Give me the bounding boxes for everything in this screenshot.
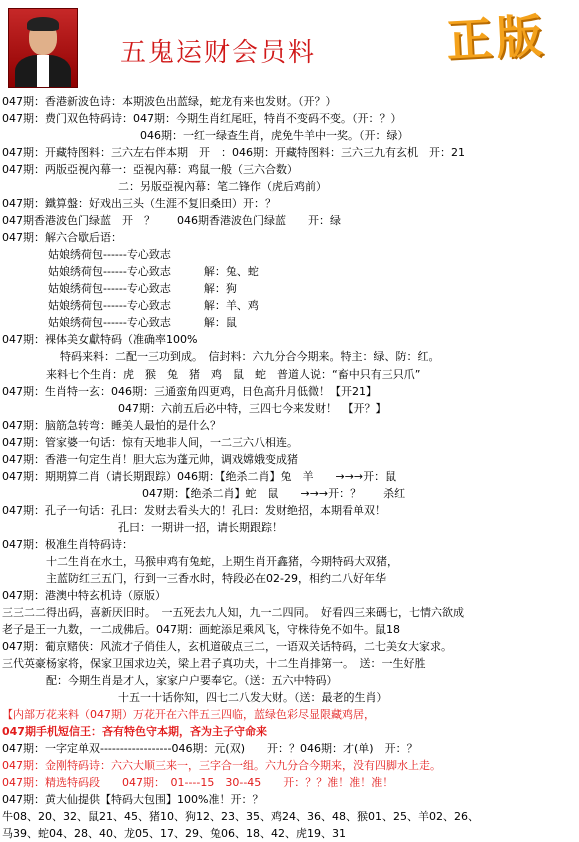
text-line: 孔曰：一期讲一招，请长期跟踪！ (118, 521, 283, 534)
text-line: 老子是王一九数，一二成佛后。047期：画蛇添足乘风飞，守株待免不如牛。鼠18 (2, 623, 400, 636)
header (0, 0, 579, 92)
text-line: 047期：一字定单双------------------046期：元(双) 开：？046期：才(单) 开：？ (2, 742, 418, 755)
text-line: 047期：生肖特一玄：046期：三通蛮角四更鸡，日色高升月低微！【开21】 (2, 385, 377, 398)
text-line: 047期：裸体美女獻特码（准确率100% (2, 333, 198, 346)
page-title: 五鬼运财会员料 (120, 38, 317, 68)
text-line: 配：今期生肖是才人，家家户户要奉它。（送：五六中特码） (46, 674, 338, 687)
text-line: 姑娘绣荷包------专心致志 解：羊、鸡 (48, 299, 259, 312)
text-line: 047期：葡京赌侠：风流才子俏佳人，玄机道破点三二，一语双关话特码，二七美女大家求。 (2, 640, 452, 653)
text-line: 047期香港波色门绿蓝 开 ？ 046期香港波色门绿蓝 开：绿 (2, 214, 341, 227)
text-line: 046期：一红一绿查生肖，虎免牛羊中一奖。（开：绿） (140, 129, 409, 142)
text-line: 047期：期期算二肖（请长期跟踪）046期：【绝杀二肖】兔 羊 →→→开：鼠 (2, 470, 397, 483)
text-line: 【内部万花来料（047期）万花开在六伴五三四临，蓝绿色彩尽显限藏鸡居， (2, 708, 375, 721)
text-line: 牛08、20、32、鼠21、45、猪10、狗12、23、35、鸡24、36、48、猴01、25、羊02、26、 (2, 810, 479, 823)
text-line: 来料七个生肖：虎 猴 兔 猪 鸡 鼠 蛇 普道人说：“畜中只有三只爪” (46, 368, 421, 381)
text-line: 姑娘绣荷包------专心致志 解：兔、蛇 (48, 265, 259, 278)
text-line: 047期：精选特码段 047期： 01----15 30--45 开：？？准！准！准！ (2, 776, 394, 789)
portrait-photo (8, 8, 78, 88)
text-line: 姑娘绣荷包------专心致志 解：鼠 (48, 316, 237, 329)
text-line: 047期：费门双色特码诗：047期：今期生肖红尾旺，特肖不变码不变。（开：？） (2, 112, 402, 125)
text-line: 姑娘绣荷包------专心致志 (48, 248, 171, 261)
text-line: 主蓝防红三五门，行到一三香水时，特段必在02-29，相约二八好年华 (46, 572, 386, 585)
text-line: 047期：六前五后必中特，三四七今来发财！ 【开？】 (118, 402, 387, 415)
text-line: 047期：香港新波色诗：本期波色出蓝绿，蛇龙有来也发财。（开？） (2, 95, 337, 108)
text-line: 047期手机短信王：吝有特色守本期，吝为主子守命来 (2, 725, 267, 738)
text-line: 三三二二得出码，喜新厌旧时。 一五死去九人知，九一二四同。 好看四三来碼七，七情六欲成 (2, 606, 464, 619)
genuine-badge: 正版 (444, 8, 548, 68)
text-line: 十二生肖在水土，马猴申鸡有兔蛇，上期生肖开鑫猪，今期特码大双猪， (46, 555, 398, 568)
text-line: 二：另版亞視內幕：笔二锋作（虎后鸡前） (118, 180, 327, 193)
text-line: 047期：港澳中特玄机诗（原版） (2, 589, 166, 602)
text-line: 047期：开藏特图料：三六左右伴本期 开 ：046期：开藏特图料：三六三九有玄机 开：21 (2, 146, 465, 159)
text-line: 047期：管家婆一句话：惊有天地非人间，一二三六八相连。 (2, 436, 298, 449)
text-line: 047期：金刚特码诗：六六大顺三来一，三字合一组。六九分合今期来，没有四脚水上走。 (2, 759, 441, 772)
text-line: 047期：两版亞視內幕一：亞視內幕：鸡鼠一般（三六合数） (2, 163, 298, 176)
text-line: 047期：【绝杀二肖】蛇 鼠 →→→开：？ 杀红 (142, 487, 406, 500)
text-line: 特码来料：二配一三功到成。 信封料：六九分合今期来。特主：绿、防：红。 (60, 350, 440, 363)
text-line: 姑娘绣荷包------专心致志 解：狗 (48, 282, 237, 295)
text-line: 047期：解六合歇后语： (2, 231, 122, 244)
text-line: 047期：脑筋急转弯：睡美人最怕的是什么？ (2, 419, 221, 432)
text-line: 047期：极准生肖特码诗： (2, 538, 133, 551)
text-line: 马39、蛇04、28、40、龙05、17、29、兔06、18、42、虎19、31 (2, 827, 346, 840)
text-line: 047期：孔子一句话：孔曰：发财去看头大的！孔曰：发财绝招，本期看单双！ (2, 504, 386, 517)
text-line: 047期：黄大仙提供【特码大包围】100%准！开：？ (2, 793, 264, 806)
text-line: 047期：香港一句定生肖！胆大忘为蓬元帅，调戏嫦娥变成猪 (2, 453, 298, 466)
text-line: 三代英豪杨家将，保家卫国求边关，梁上君子真功夫，十二生肖排第一。 送：一生好胜 (2, 657, 426, 670)
text-line: 十五一十话你知，四七二八发大财。（送：最老的生肖） (118, 691, 388, 704)
text-line: 047期：鐵算盤：好戏出三头（生涯不复旧桑田）开：？ (2, 197, 276, 210)
